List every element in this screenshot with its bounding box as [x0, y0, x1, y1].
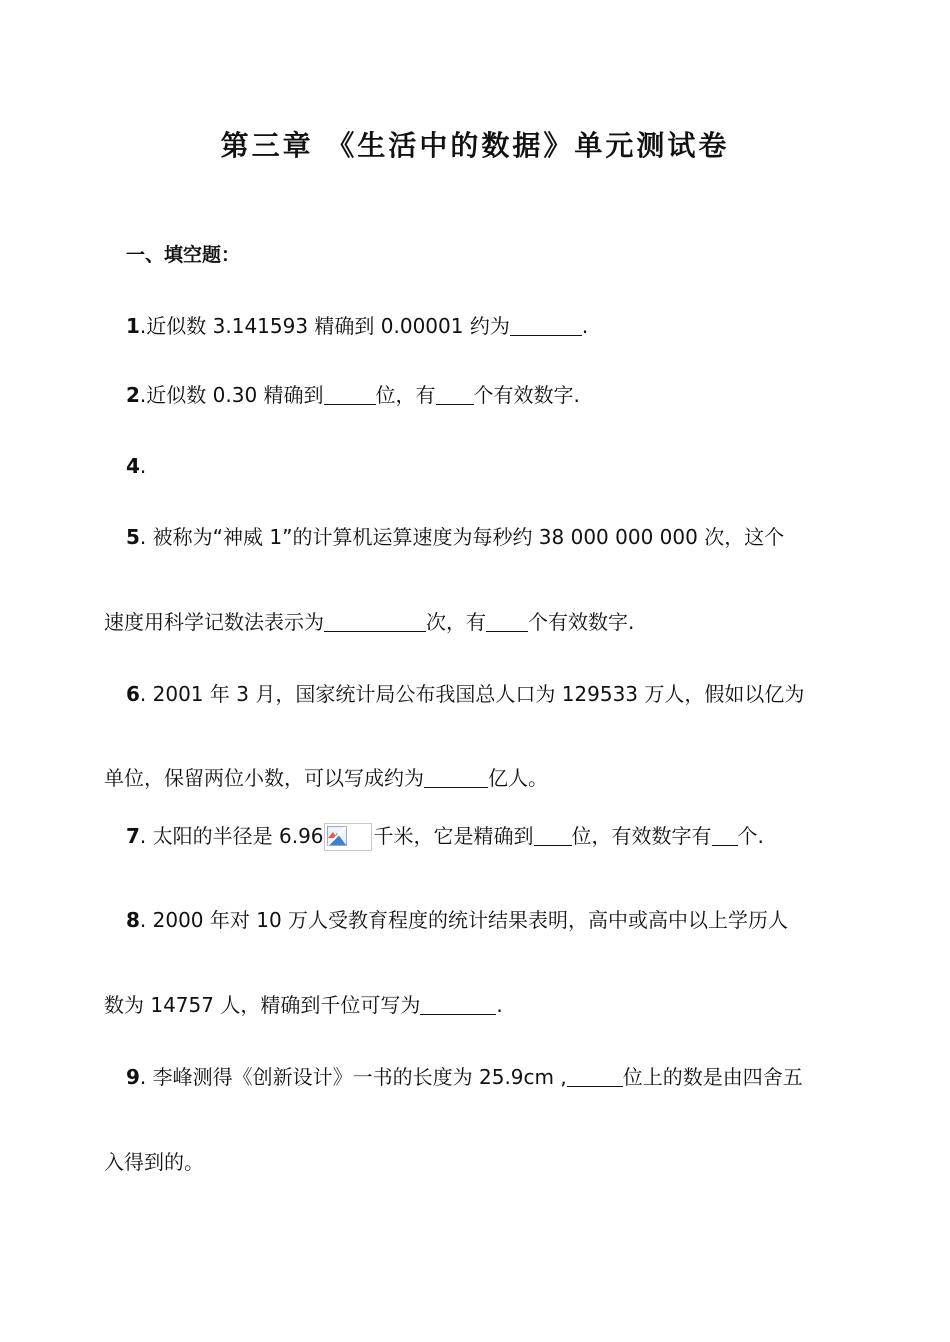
- answer-blank: [712, 825, 738, 846]
- question-5: [126, 523, 784, 551]
- question-number: 1: [126, 314, 140, 338]
- answer-blank: [424, 767, 488, 788]
- question-number: 7: [126, 824, 140, 848]
- answer-blank: [510, 315, 582, 336]
- question-number: 5: [126, 525, 140, 549]
- answer-blank: [324, 384, 376, 405]
- question-text: 亿人。: [488, 766, 548, 790]
- answer-blank: [534, 825, 572, 846]
- page-title: 第三章 《生活中的数据》单元测试卷: [220, 129, 730, 162]
- question-number: 2: [126, 383, 140, 407]
- question-text: .: [581, 314, 589, 338]
- question-1: [126, 312, 588, 340]
- question-number: 6: [126, 682, 140, 706]
- question-number: 9: [126, 1065, 140, 1089]
- question-text: .: [139, 454, 147, 478]
- question-text: 数为 14757 人，精确到千位可写为: [104, 993, 421, 1017]
- question-text: .近似数 3.141593 精确到 0.00001 约为: [139, 314, 510, 338]
- question-number: 8: [126, 908, 140, 932]
- question-text: . 2000 年对 10 万人受教育程度的统计结果表明，高中或高中以上学历人: [139, 908, 789, 932]
- question-text: .近似数 0.30 精确到: [139, 383, 324, 407]
- question-6: [126, 680, 804, 708]
- question-text: 入得到的。: [104, 1150, 204, 1174]
- question-4: [126, 452, 146, 480]
- question-text: 位上的数是由四舍五: [622, 1065, 803, 1089]
- question-text: .: [496, 993, 503, 1017]
- question-text: . 2001 年 3 月，国家统计局公布我国总人口为 129533 万人，假如以亿为: [139, 682, 805, 706]
- question-text: . 李峰测得《创新设计》一书的长度为 25.9cm ,: [139, 1065, 567, 1089]
- answer-blank: [324, 611, 426, 632]
- question-9: [126, 1063, 803, 1091]
- question-text: 个.: [737, 824, 764, 848]
- question-2: [126, 381, 580, 409]
- question-text: 位，有效数字有: [571, 824, 712, 848]
- answer-blank: [420, 994, 496, 1015]
- question-text: 个有效数字.: [473, 383, 580, 407]
- question-text: 位，有: [375, 383, 436, 407]
- question-9-continued: [104, 1148, 204, 1176]
- question-7: [126, 822, 764, 851]
- question-5-continued: [104, 608, 634, 636]
- question-text: . 被称为“神威 1”的计算机运算速度为每秒约 38 000 000 000 次，这个: [139, 525, 785, 549]
- question-text: 个有效数字.: [528, 610, 635, 634]
- question-text: 次，有: [426, 610, 486, 634]
- question-text: 千米，它是精确到: [373, 824, 534, 848]
- question-text: 单位，保留两位小数，可以写成约为: [104, 766, 424, 790]
- question-8-continued: [104, 991, 503, 1019]
- question-text: 速度用科学记数法表示为: [104, 610, 324, 634]
- question-6-continued: [104, 764, 548, 792]
- answer-blank: [486, 611, 528, 632]
- question-text: . 太阳的半径是 6.96: [139, 824, 324, 848]
- broken-image-icon: [324, 823, 372, 851]
- section-heading: 一、填空题：: [126, 244, 241, 266]
- answer-blank: [436, 384, 474, 405]
- question-number: 4: [126, 454, 140, 478]
- answer-blank: [567, 1066, 623, 1087]
- question-8: [126, 906, 788, 934]
